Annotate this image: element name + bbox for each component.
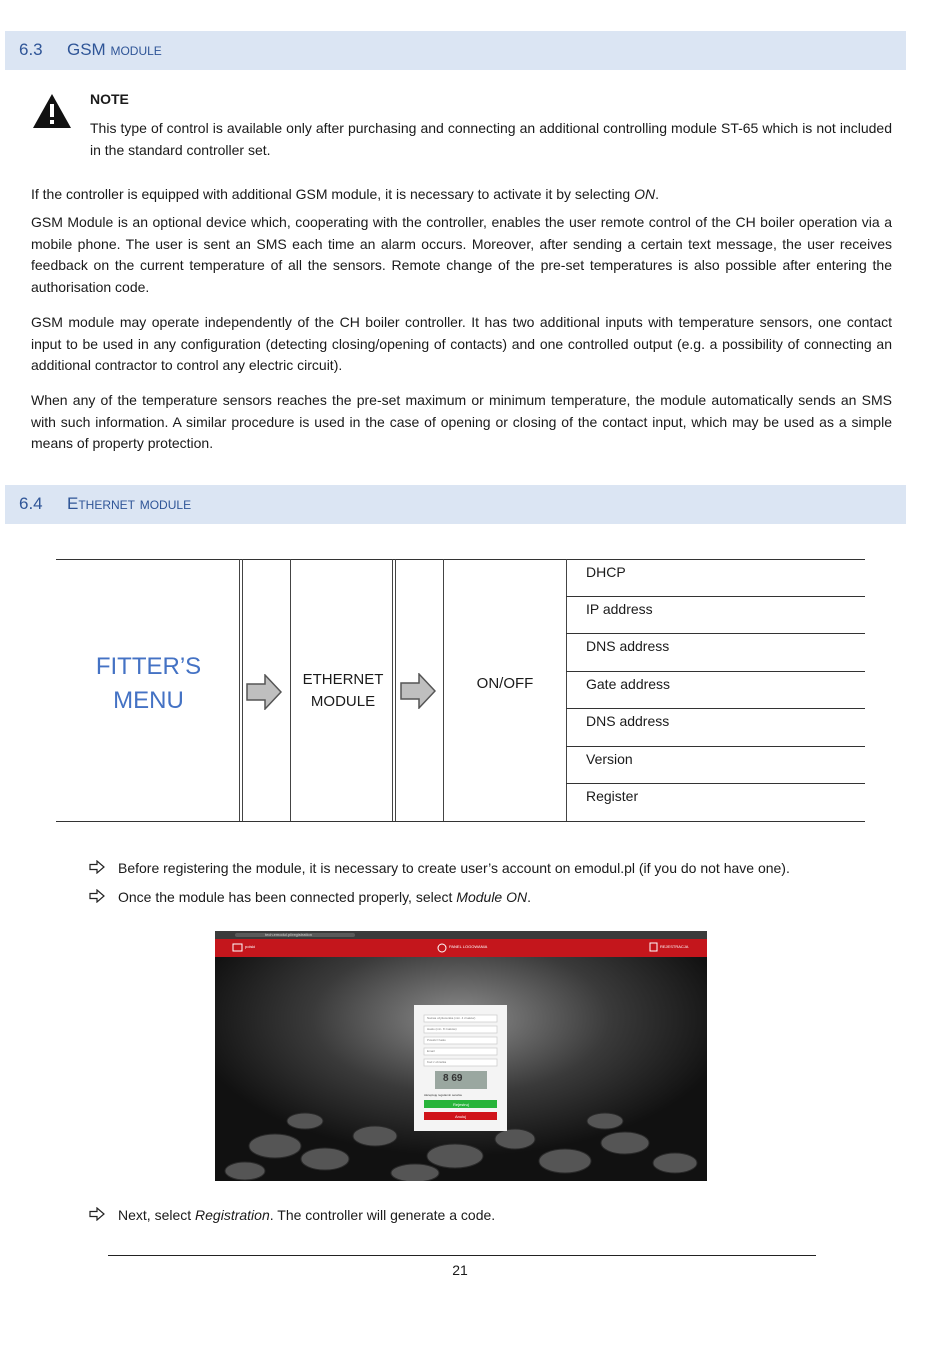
note-text: This type of control is available only after purchasing and connecting an additional controlling module ST-65 which is not included in the standard controller set. bbox=[90, 120, 892, 158]
arrow-right-icon bbox=[246, 674, 282, 710]
section-title: GSM module bbox=[67, 40, 162, 59]
registration-screenshot bbox=[215, 931, 707, 1181]
note-title: NOTE bbox=[90, 91, 129, 107]
option-divider bbox=[566, 783, 865, 784]
ethernet-line2: MODULE bbox=[310, 693, 376, 710]
arrow-right-icon bbox=[400, 673, 436, 709]
terms-checkbox: Akceptuję regulamin serwisu bbox=[424, 1093, 463, 1097]
page-number: 21 bbox=[452, 1262, 468, 1278]
captcha-field: Kod z obrazka bbox=[427, 1060, 447, 1064]
username-field: Nazwa użytkownika (min. 4 znaków) bbox=[427, 1016, 476, 1020]
text-fragment: . bbox=[527, 889, 531, 905]
gsm-paragraph-activate bbox=[31, 184, 892, 206]
screenshot-graphic bbox=[215, 931, 707, 1181]
text-fragment: . The controller will generate a code. bbox=[269, 1207, 496, 1223]
option-divider bbox=[566, 596, 865, 597]
gsm-paragraph-inputs: GSM module may operate independently of the CH boiler controller. It has two additional inputs with temperature sensors, one contact input to be used in any configuration (detecting closing/opening of contacts) and one controlled output (e.g. a possibility of connecting an additional contractor to control any electric circuit). bbox=[31, 314, 892, 373]
bullet-text bbox=[118, 889, 531, 905]
section-title: Ethernet module bbox=[67, 494, 192, 513]
gsm-paragraph-description: GSM Module is an optional device which, cooperating with the controller, enables the user remote control of the CH boiler operation via a mobile phone. The user is sent an SMS each time an alarm occurs. Moreover, after sending a certain text message, the user receives feedback on the current temperature of all the sensors. Remote change of the pre-set temperatures is also possible after entering the authorisation code. bbox=[31, 214, 892, 295]
emphasis-module-on: Module ON bbox=[456, 889, 528, 905]
password-field: Hasło (min. 8 znaków) bbox=[427, 1027, 457, 1031]
on-off-label: ON/OFF bbox=[476, 675, 534, 692]
ethernet-line1: ETHERNET bbox=[302, 671, 384, 688]
login-panel-link: PANEL LOGOWANIA bbox=[449, 944, 488, 949]
bullet-text bbox=[118, 1207, 495, 1223]
section-number: 6.4 bbox=[19, 494, 43, 513]
option-version: Version bbox=[586, 751, 633, 767]
section-header-ethernet bbox=[5, 485, 906, 524]
url-bar: tech.emodul.pl/registration bbox=[265, 932, 312, 937]
option-divider bbox=[566, 671, 865, 672]
table-border-bottom bbox=[56, 821, 865, 822]
fitters-menu-line1: FITTER’S bbox=[95, 653, 202, 680]
register-button: Rejestruj bbox=[453, 1102, 469, 1107]
table-divider bbox=[242, 559, 243, 821]
text-fragment: Once the module has been connected properly, select bbox=[118, 889, 457, 905]
table-border-top bbox=[56, 559, 865, 560]
registration-link: REJESTRACJA bbox=[660, 944, 689, 949]
bullet-text: Before registering the module, it is necessary to create user’s account on emodul.pl (if you do not have one). bbox=[118, 860, 790, 876]
repeat-password-field: Powtórz hasło bbox=[427, 1038, 446, 1042]
hollow-arrow-icon bbox=[89, 889, 105, 903]
option-dhcp: DHCP bbox=[586, 564, 626, 580]
cancel-button: Anuluj bbox=[455, 1114, 467, 1119]
fitters-menu-line2: MENU bbox=[113, 687, 184, 714]
emphasis-on: ON bbox=[634, 186, 656, 202]
warning-icon bbox=[31, 92, 73, 130]
section-number: 6.3 bbox=[19, 40, 43, 59]
option-dns-address-2: DNS address bbox=[586, 713, 670, 729]
ethernet-module-label bbox=[293, 669, 393, 713]
table-divider bbox=[395, 559, 396, 821]
fitters-menu-label bbox=[56, 650, 241, 718]
email-field: Email bbox=[427, 1049, 435, 1053]
option-dns-address: DNS address bbox=[586, 638, 670, 654]
text-fragment: . bbox=[655, 186, 659, 202]
option-ip-address: IP address bbox=[586, 601, 653, 617]
table-divider bbox=[290, 559, 291, 821]
option-divider bbox=[566, 708, 865, 709]
hollow-arrow-icon bbox=[89, 1207, 105, 1221]
option-register: Register bbox=[586, 788, 639, 804]
section-header-gsm bbox=[5, 31, 906, 70]
hollow-arrow-icon bbox=[89, 860, 105, 874]
language-selector: polski bbox=[245, 944, 256, 949]
gsm-paragraph-alarm: When any of the temperature sensors reaches the pre-set maximum or minimum temperature, the module automatically sends an SMS with such information. A similar procedure is used in the case of opening or closing of the contact input, which may be used as a simple means of property protection. bbox=[31, 392, 892, 451]
option-divider bbox=[566, 746, 865, 747]
option-gate-address: Gate address bbox=[586, 676, 671, 692]
footer-rule bbox=[108, 1255, 816, 1256]
text-fragment: If the controller is equipped with additional GSM module, it is necessary to activate it by selecting bbox=[31, 186, 635, 202]
captcha-image: 8 69 bbox=[443, 1073, 463, 1084]
emphasis-registration: Registration bbox=[195, 1207, 270, 1223]
table-divider bbox=[566, 559, 567, 821]
text-fragment: Next, select bbox=[118, 1207, 196, 1223]
option-divider bbox=[566, 633, 865, 634]
